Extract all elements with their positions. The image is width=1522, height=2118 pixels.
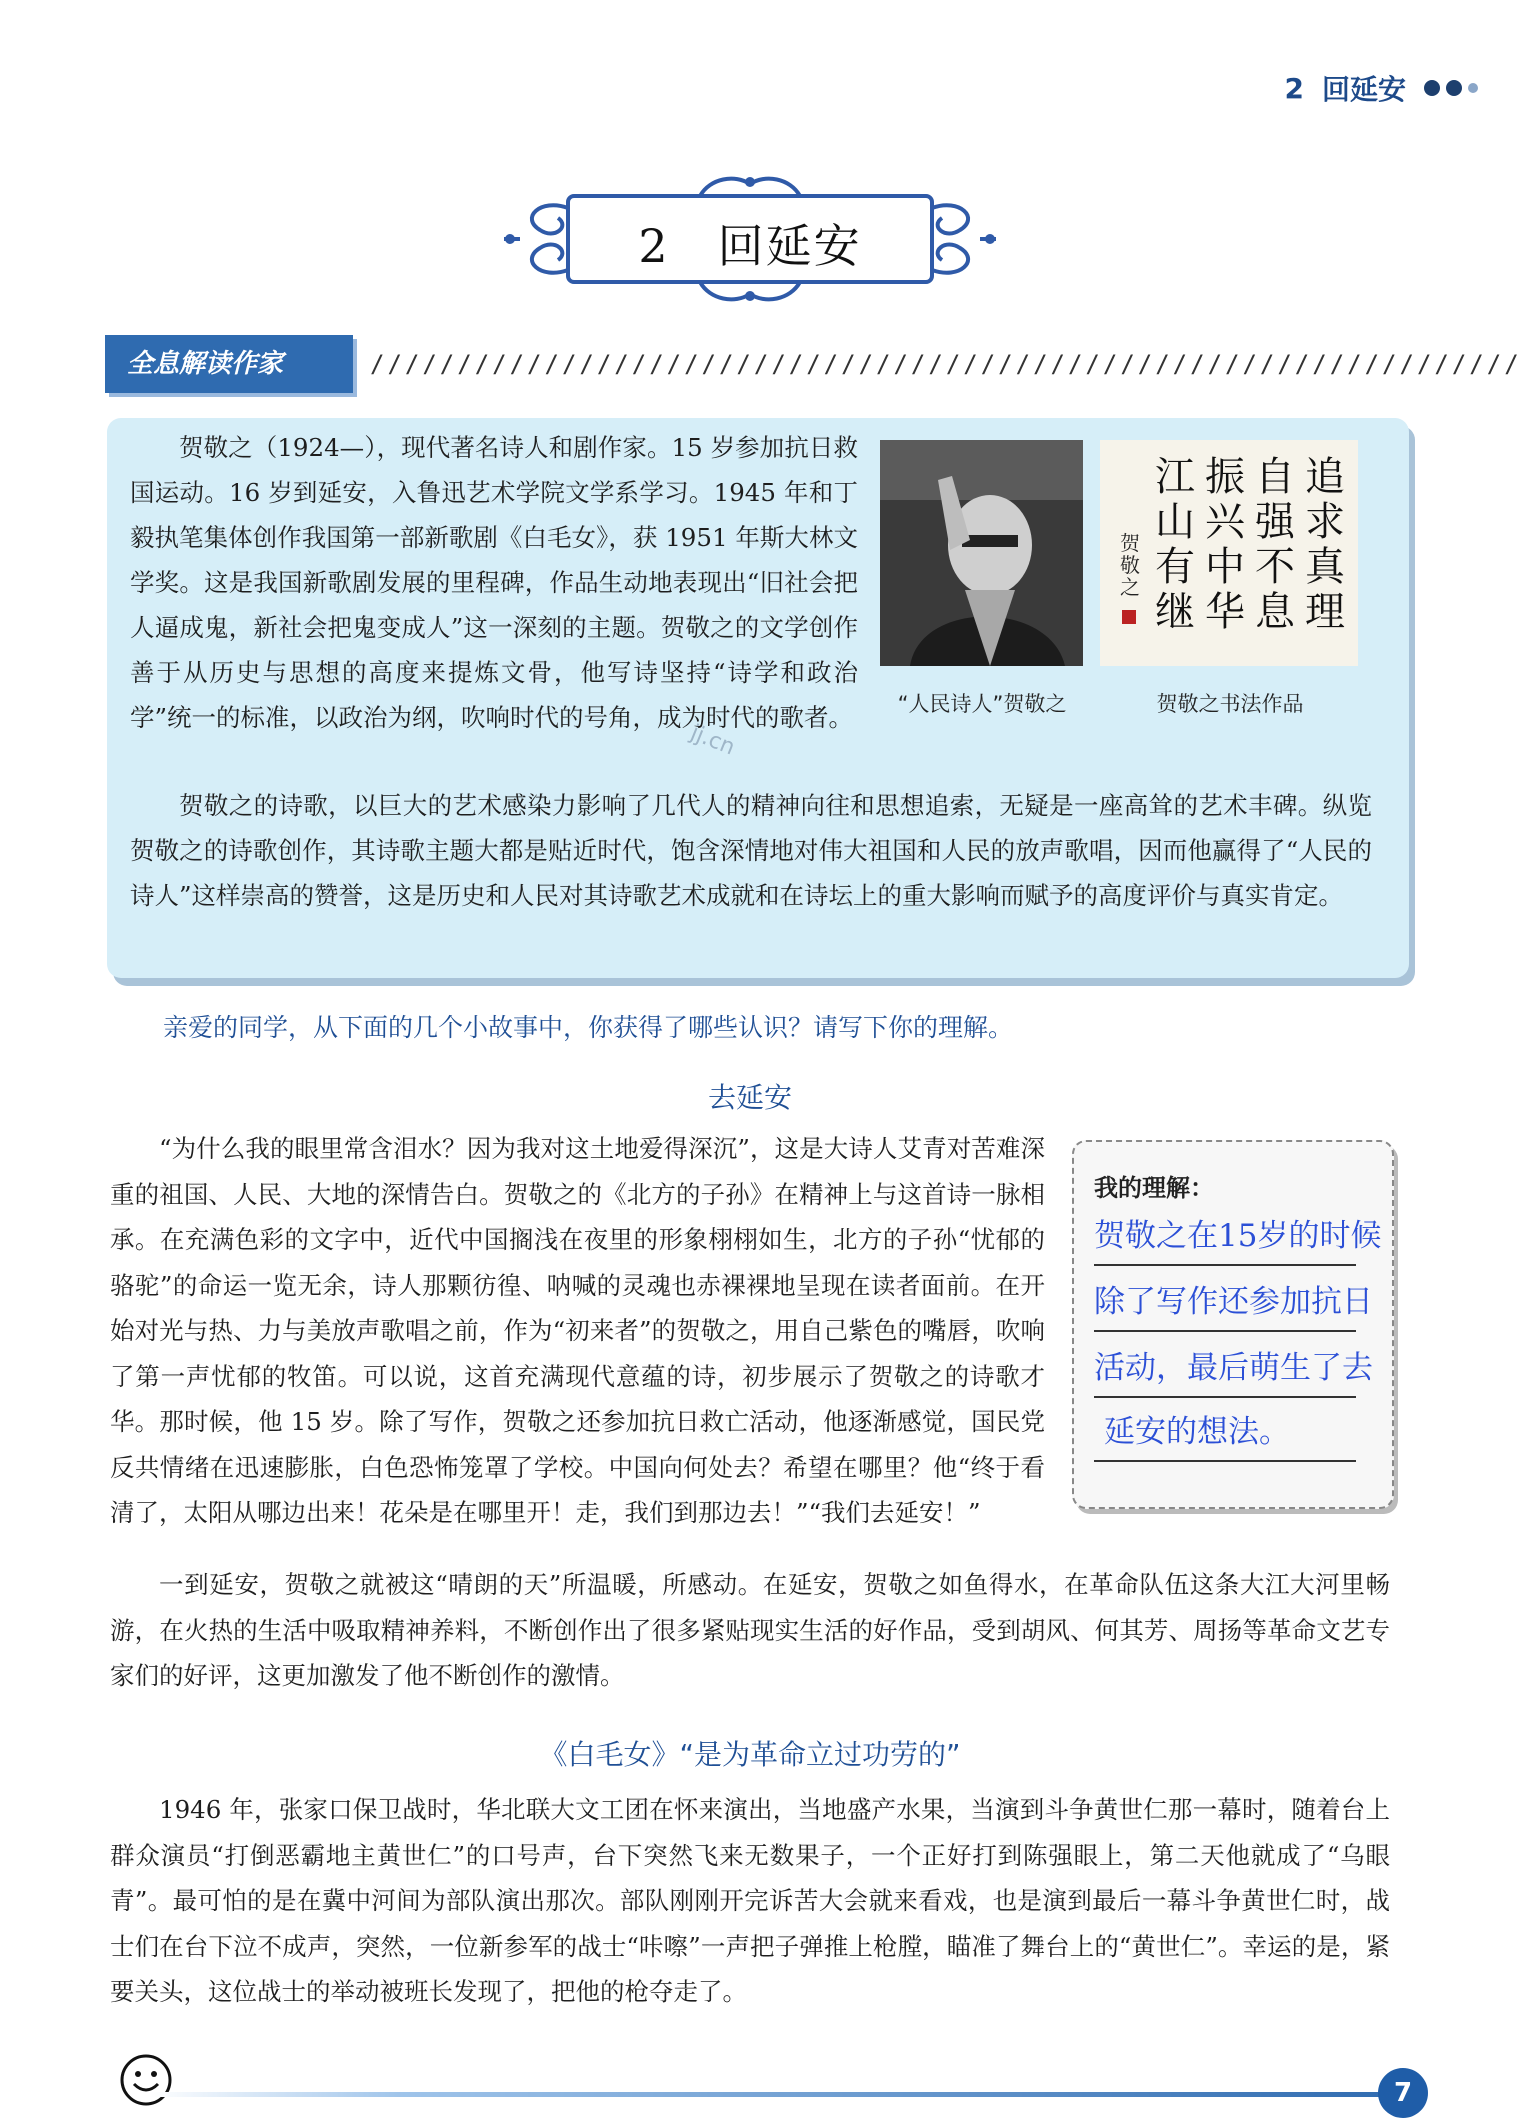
author-evaluation-text: 贺敬之的诗歌，以巨大的艺术感染力影响了几代人的精神向往和思想追索，无疑是一座高耸的艺术丰碑。纵览贺敬之的诗歌创作，其诗歌主题大都是贴近时代，饱含深情地对伟大祖国和人民的放声歌唱，因而他赢得了“人民的诗人”这样崇高的赞誉，这是历史和人民对其诗歌艺术成就和在诗坛上的重大影响而赋予的高度评价与真实肯定。: [130, 791, 1372, 910]
calligraphy-artwork: [1100, 440, 1358, 666]
understanding-line-2[interactable]: 除了写作还参加抗日: [1094, 1276, 1356, 1332]
understanding-line-1[interactable]: 贺敬之在15岁的时候: [1094, 1210, 1356, 1266]
svg-text:敬: 敬: [1120, 553, 1140, 577]
watermark: jj.cn: [686, 720, 739, 761]
story2-text-1: 1946 年，张家口保卫战时，华北联大文工团在怀来演出，当地盛产水果，当演到斗争黄世仁那一幕时，随着台上群众演员“打倒恶霸地主黄世仁”的口号声，台下突然飞来无数果子，一个正好打到陈强眼上，第二天他就成了“乌眼青”。最可怕的是在冀中河间为部队演出那次。部队刚刚开完诉苦大会就来看戏，也是演到最后一幕斗争黄世仁时，战士们在台下泣不成声，突然，一位新参军的战士“咔嚓”一声把子弹推上枪膛，瞄准了舞台上的“黄世仁”。幸运的是，紧要关头，这位战士的举动被班长发现了，把他的枪夺走了。: [110, 1795, 1390, 2006]
chapter-number: 2: [1284, 71, 1304, 105]
svg-text:求: 求: [1305, 499, 1345, 545]
story1-text-2: 一到延安，贺敬之就被这“晴朗的天”所温暖，所感动。在延安，贺敬之如鱼得水，在革命队伍这条大江大河里畅游，在火热的生活中吸取精神养料，不断创作出了很多紧贴现实生活的好作品，受到胡风、何其芳、周扬等革命文艺专家们的好评，这更加激发了他不断创作的激情。: [110, 1570, 1390, 1690]
story1-text-1: “为什么我的眼里常含泪水？因为我对这土地爱得深沉”，这是大诗人艾青对苦难深重的祖国、人民、大地的深情告白。贺敬之的《北方的子孙》在精神上与这首诗一脉相承。在充满色彩的文字中，近代中国搁浅在夜里的形象栩栩如生，北方的子孙“忧郁的骆驼”的命运一览无余，诗人那颗彷徨、呐喊的灵魂也赤裸裸地呈现在读者面前。在开始对光与热、力与美放声歌唱之前，作为“初来者”的贺敬之，用自己紫色的嘴唇，吹响了第一声忧郁的牧笛。可以说，这首充满现代意蕴的诗，初步展示了贺敬之的诗歌才华。那时候，他 15 岁。除了写作，贺敬之还参加抗日救亡活动，他逐渐感觉，国民党反共情绪在迅速膨胀，白色恐怖笼罩了学校。中国向何处去？希望在哪里？他“终于看清了，太阳从哪边出来！花朵是在哪里开！走，我们到那边去！”“我们去延安！”: [110, 1134, 1045, 1527]
understanding-label: 我的理解：: [1094, 1174, 1214, 1202]
footer-rule: [150, 2092, 1400, 2097]
svg-text:继: 继: [1155, 589, 1195, 635]
svg-text:之: 之: [1120, 575, 1140, 599]
svg-text:江: 江: [1155, 454, 1195, 500]
lesson-title-frame: [500, 168, 1000, 308]
story1-paragraph-1: [110, 1126, 1045, 1536]
author-photo: [880, 440, 1083, 666]
understanding-line-4[interactable]: 延安的想法。: [1094, 1406, 1356, 1462]
story2-heading: 《白毛女》“是为革命立过功劳的”: [539, 1738, 961, 1771]
svg-text:息: 息: [1255, 589, 1295, 635]
understanding-line-3[interactable]: 活动，最后萌生了去: [1094, 1342, 1356, 1398]
photo-caption: “人民诗人”贺敬之: [897, 692, 1067, 716]
svg-text:华: 华: [1205, 589, 1245, 635]
svg-text:山: 山: [1155, 499, 1195, 545]
story2-paragraph-1: [110, 1787, 1390, 2015]
running-header: [1285, 68, 1479, 108]
svg-text:自: 自: [1255, 454, 1295, 500]
section-label: 全息解读作家: [105, 335, 353, 393]
calligraphy-caption: 贺敬之书法作品: [1156, 692, 1304, 716]
author-evaluation-paragraph: [130, 783, 1372, 918]
story1-heading: 去延安: [707, 1081, 792, 1114]
svg-text:中: 中: [1205, 544, 1245, 590]
lesson-title: 2 回延安: [638, 219, 862, 273]
calligraphy-col-1: 追: [1305, 454, 1345, 500]
svg-text:振: 振: [1205, 454, 1245, 500]
svg-text:贺: 贺: [1120, 531, 1140, 555]
svg-text:真: 真: [1305, 544, 1345, 590]
section-divider: //////////////////////////////////////////////////////////////////: [370, 350, 1522, 378]
chapter-title: 回延安: [1321, 73, 1406, 106]
smiley-icon: [118, 2052, 174, 2108]
author-intro-text: 贺敬之（1924—），现代著名诗人和剧作家。15 岁参加抗日救国运动。16 岁到延安，入鲁迅艺术学院文学系学习。1945 年和丁毅执笔集体创作我国第一部新歌剧《白毛女》，获 1951 年斯大林文学奖。这是我国新歌剧发展的里程碑，作品生动地表现出“旧社会把人逼成鬼，新社会把鬼变成人”这一深刻的主题。贺敬之的文学创作善于从历史与思想的高度来提炼文骨，他写诗坚持“诗学和政治学”统一的标准，以政治为纲，吹响时代的号角，成为时代的歌者。: [130, 433, 858, 732]
story1-paragraph-2: [110, 1562, 1390, 1699]
svg-text:兴: 兴: [1205, 499, 1245, 545]
page-number: 7: [1378, 2068, 1428, 2118]
svg-text:有: 有: [1155, 544, 1195, 590]
svg-text:强: 强: [1255, 499, 1295, 545]
svg-text:不: 不: [1255, 544, 1295, 590]
author-intro-paragraph: [130, 425, 858, 740]
reading-prompt: 亲爱的同学，从下面的几个小故事中，你获得了哪些认识？请写下你的理解。: [163, 1013, 1014, 1042]
svg-text:理: 理: [1305, 589, 1345, 635]
header-dots-icon: [1424, 80, 1478, 96]
